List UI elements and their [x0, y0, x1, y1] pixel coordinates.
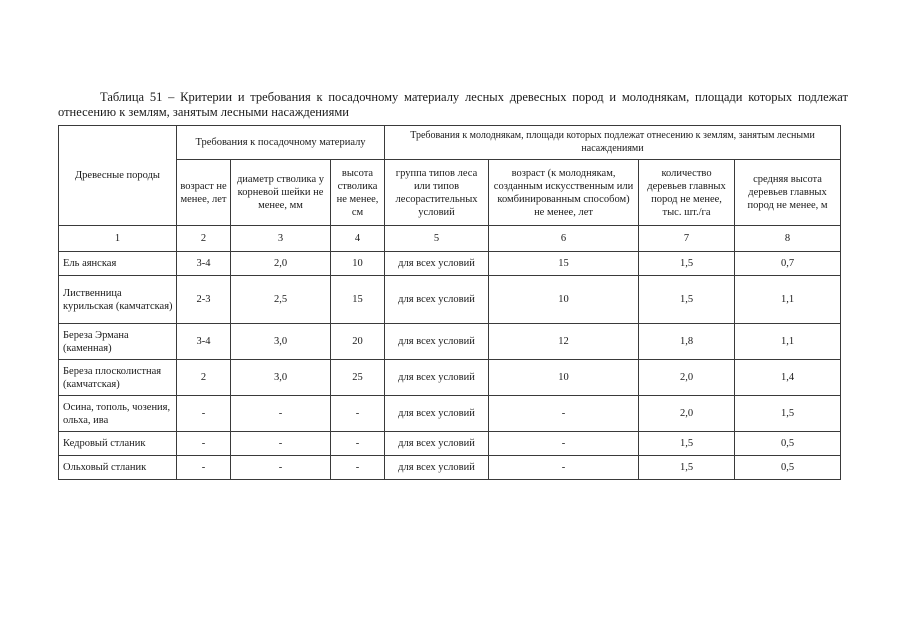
species-name: Лиственница курильская (камчатская) [59, 276, 177, 324]
header-species: Древесные породы [59, 126, 177, 226]
cell-diameter: 2,5 [231, 276, 331, 324]
cell-tree-count: 1,5 [639, 432, 735, 456]
cell-diameter: 3,0 [231, 324, 331, 360]
cell-avg-height: 1,5 [735, 396, 841, 432]
cell-avg-height: 0,5 [735, 432, 841, 456]
cell-young-age: 15 [489, 252, 639, 276]
table-row [59, 324, 841, 360]
cell-height: - [331, 396, 385, 432]
cell-age: 3-4 [177, 252, 231, 276]
cell-young-age: - [489, 396, 639, 432]
species-name: Ольховый стланик [59, 456, 177, 480]
cell-young-age: 10 [489, 276, 639, 324]
cell-age: 2 [177, 360, 231, 396]
cell-forest-group: для всех условий [385, 456, 489, 480]
cell-tree-count: 1,5 [639, 456, 735, 480]
table-row [59, 360, 841, 396]
cell-forest-group: для всех условий [385, 432, 489, 456]
cell-young-age: - [489, 456, 639, 480]
cell-tree-count: 1,5 [639, 252, 735, 276]
cell-forest-group: для всех условий [385, 360, 489, 396]
table-caption: Таблица 51 – Критерии и требования к посадочному материалу лесных древесных пород и молоднякам, площади которых подлежат отнесению к землям, занятым лесными насаждениями [58, 90, 848, 119]
column-number: 5 [385, 226, 489, 252]
cell-forest-group: для всех условий [385, 252, 489, 276]
species-name: Береза Эрмана (каменная) [59, 324, 177, 360]
cell-diameter: 2,0 [231, 252, 331, 276]
species-name: Осина, тополь, чозения, ольха, ива [59, 396, 177, 432]
column-number: 2 [177, 226, 231, 252]
cell-avg-height: 0,5 [735, 456, 841, 480]
header-avg-height: средняя высота деревьев главных пород не менее, м [735, 160, 841, 226]
cell-young-age: 10 [489, 360, 639, 396]
header-group-young: Требования к молоднякам, площади которых подлежат отнесению к землям, занятым лесными насаждениями [385, 126, 841, 160]
cell-avg-height: 1,4 [735, 360, 841, 396]
cell-tree-count: 2,0 [639, 360, 735, 396]
column-number: 6 [489, 226, 639, 252]
table-row [59, 432, 841, 456]
cell-tree-count: 1,5 [639, 276, 735, 324]
column-number: 8 [735, 226, 841, 252]
header-age: возраст не менее, лет [177, 160, 231, 226]
cell-forest-group: для всех условий [385, 324, 489, 360]
column-number: 4 [331, 226, 385, 252]
cell-young-age: 12 [489, 324, 639, 360]
cell-age: - [177, 432, 231, 456]
cell-young-age: - [489, 432, 639, 456]
cell-age: - [177, 456, 231, 480]
header-group-planting: Требования к посадочному материалу [177, 126, 385, 160]
table-row [59, 396, 841, 432]
cell-avg-height: 0,7 [735, 252, 841, 276]
species-name: Кедровый стланик [59, 432, 177, 456]
cell-diameter: - [231, 432, 331, 456]
table-row [59, 252, 841, 276]
column-number-row [59, 226, 841, 252]
header-tree-count: количество деревьев главных пород не менее, тыс. шт./га [639, 160, 735, 226]
header-diameter: диаметр стволика у корневой шейки не менее, мм [231, 160, 331, 226]
cell-tree-count: 1,8 [639, 324, 735, 360]
cell-diameter: - [231, 456, 331, 480]
cell-avg-height: 1,1 [735, 324, 841, 360]
cell-tree-count: 2,0 [639, 396, 735, 432]
species-name: Ель аянская [59, 252, 177, 276]
cell-avg-height: 1,1 [735, 276, 841, 324]
cell-diameter: 3,0 [231, 360, 331, 396]
cell-age: 2-3 [177, 276, 231, 324]
cell-height: - [331, 432, 385, 456]
cell-height: - [331, 456, 385, 480]
header-height: высота стволика не менее, см [331, 160, 385, 226]
table-row [59, 456, 841, 480]
cell-forest-group: для всех условий [385, 396, 489, 432]
species-name: Береза плосколистная (камчатская) [59, 360, 177, 396]
cell-height: 10 [331, 252, 385, 276]
criteria-table [58, 125, 841, 480]
table-row [59, 276, 841, 324]
header-young-age: возраст (к молоднякам, созданным искусственным или комбинированным способом) не менее, лет [489, 160, 639, 226]
column-number: 1 [59, 226, 177, 252]
cell-height: 20 [331, 324, 385, 360]
cell-diameter: - [231, 396, 331, 432]
column-number: 3 [231, 226, 331, 252]
header-forest-group: группа типов леса или типов лесорастительных условий [385, 160, 489, 226]
cell-age: 3-4 [177, 324, 231, 360]
column-number: 7 [639, 226, 735, 252]
cell-forest-group: для всех условий [385, 276, 489, 324]
cell-height: 25 [331, 360, 385, 396]
cell-age: - [177, 396, 231, 432]
cell-height: 15 [331, 276, 385, 324]
